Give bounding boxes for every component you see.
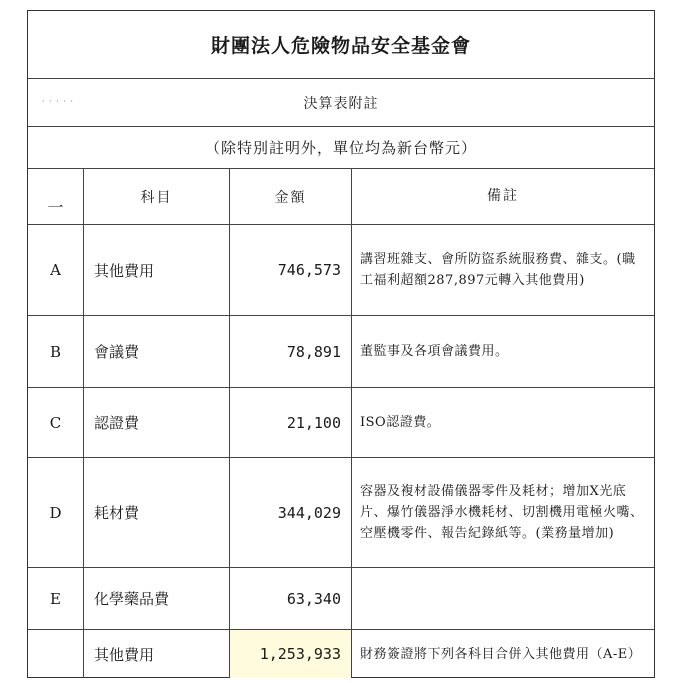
page-title: 財團法人危險物品安全基金會 — [28, 11, 654, 79]
row-remark: 財務簽證將下列各科目合併入其他費用（A-E） — [360, 646, 642, 662]
row-code: C — [28, 388, 84, 457]
row-code: E — [28, 568, 84, 629]
header-amount: 金額 — [230, 169, 352, 224]
row-amount: 344,029 — [230, 458, 352, 567]
page-subtitle — [28, 79, 654, 127]
table-row — [28, 458, 654, 568]
subtitle-text: 決算表附註 — [303, 95, 379, 112]
table-header-row — [28, 169, 654, 225]
table-row — [28, 388, 654, 458]
header-index: 一 — [28, 169, 84, 224]
header-remark: 備註 — [487, 188, 519, 204]
table-row — [28, 568, 654, 630]
header-subject: 科目 — [84, 169, 230, 224]
row-subject: 耗材費 — [84, 458, 230, 567]
row-amount: 78,891 — [230, 316, 352, 387]
row-subject: 其他費用 — [84, 630, 230, 678]
row-code: D — [28, 458, 84, 567]
row-amount: 746,573 — [230, 225, 352, 315]
row-code: B — [28, 316, 84, 387]
row-remark: 容器及複材設備儀器零件及耗材；增加X光底片、爆竹儀器淨水機耗材、切割機用電極火嘴、空壓機零件、報告紀錄紙等。(業務量增加) — [360, 484, 644, 541]
row-subject: 化學藥品費 — [84, 568, 230, 629]
table-total-row — [28, 630, 654, 678]
row-subject: 認證費 — [84, 388, 230, 457]
table-row — [28, 316, 654, 388]
row-amount: 63,340 — [230, 568, 352, 629]
total-amount: 1,253,933 — [230, 630, 352, 678]
table-row — [28, 225, 654, 316]
scan-dots-decoration: · · · · · — [42, 97, 74, 106]
row-subject: 其他費用 — [84, 225, 230, 315]
row-remark: ISO認證費。 — [360, 415, 441, 430]
statement-sheet — [27, 10, 655, 678]
row-code — [28, 630, 84, 678]
row-remark: 董監事及各項會議費用。 — [360, 344, 509, 359]
row-subject: 會議費 — [84, 316, 230, 387]
row-remark — [352, 568, 654, 629]
row-code: A — [28, 225, 84, 315]
unit-note: （除特別註明外，單位均為新台幣元） — [28, 127, 654, 169]
row-amount: 21,100 — [230, 388, 352, 457]
row-remark: 講習班雜支、會所防盜系統服務費、雜支。(職工福利超額287,897元轉入其他費用) — [360, 252, 636, 288]
